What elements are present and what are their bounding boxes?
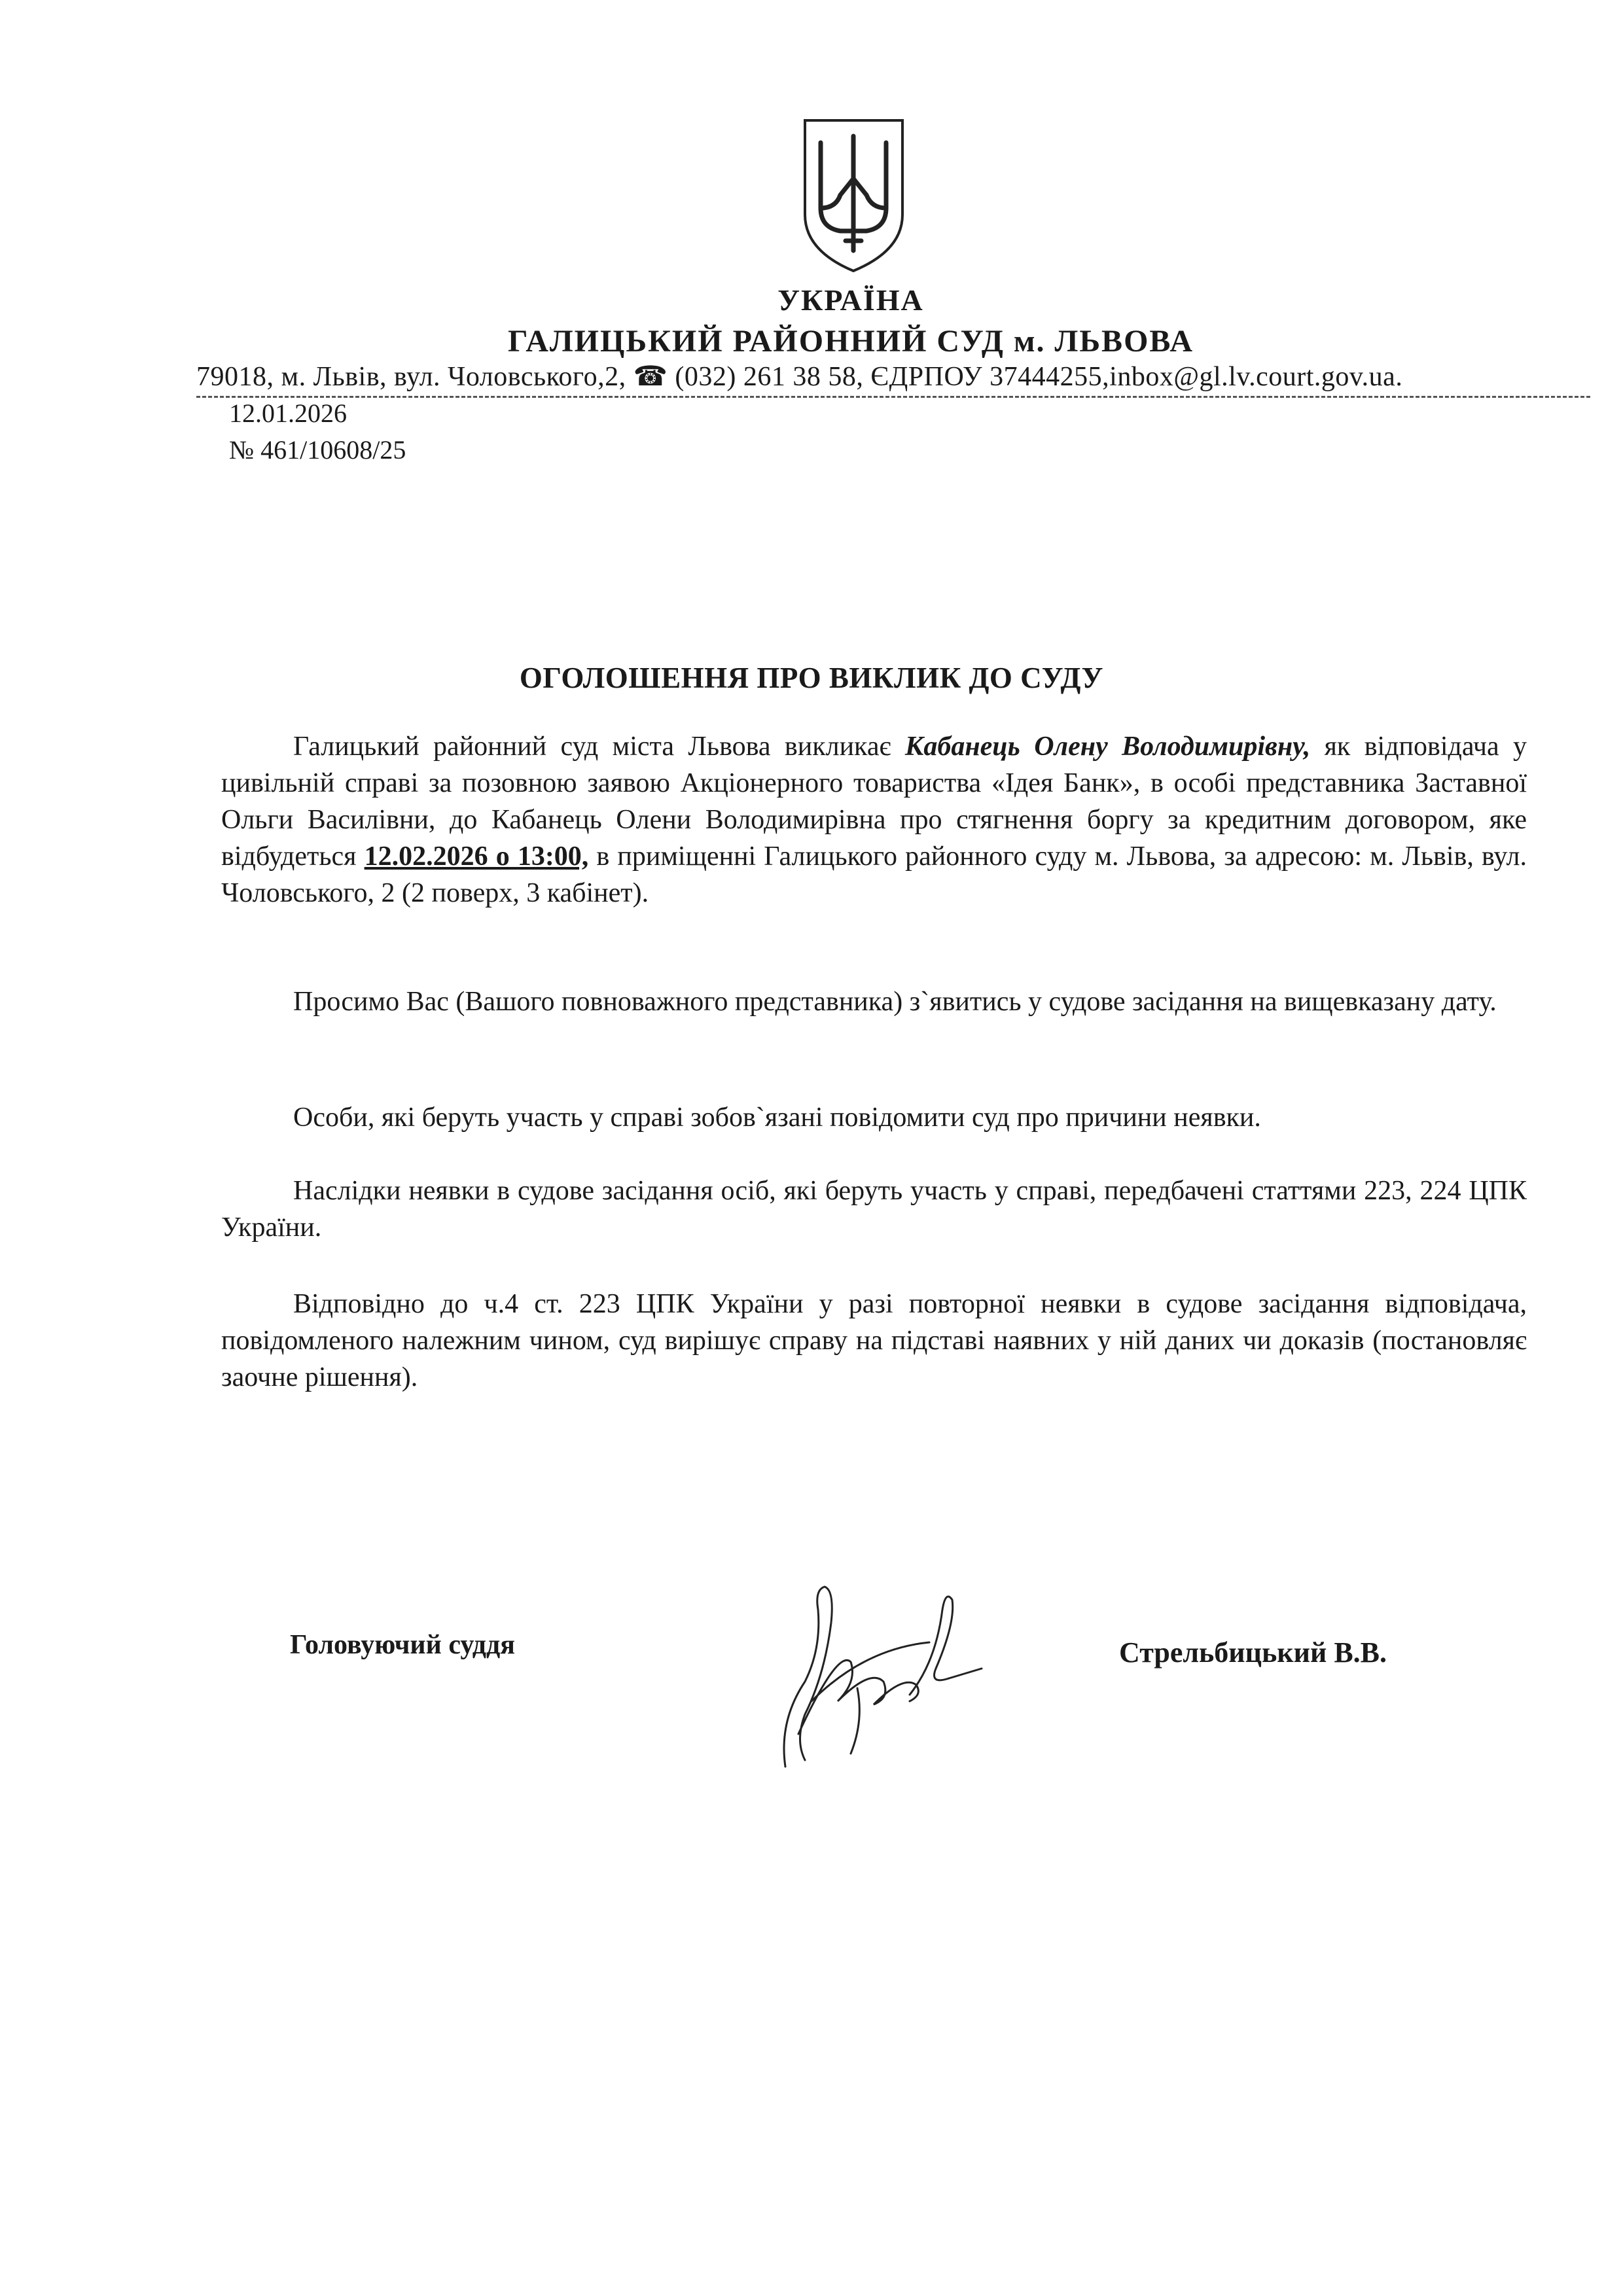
paragraph-consequences: Наслідки неявки в судове засідання осіб, які беруть участь у справі, передбачені статтями 223, 224 ЦПК України. — [221, 1176, 1527, 1243]
court-address-line: 79018, м. Львів, вул. Чоловського,2, ☎ (032) 261 38 58, ЄДРПОУ 37444255,inbox@gl.lv.court.gov.ua. — [196, 362, 1403, 392]
summons-text-start: Галицький районний суд міста Львова викликає — [293, 732, 905, 762]
hearing-datetime: 12.02.2026 о 13:00, — [364, 841, 589, 872]
summons-text-end: в приміщенні Галицького районного суду м. Львова, за адресою: м. Львів, вул. Чоловського, 2 (2 поверх, 3 кабінет). — [221, 841, 1527, 908]
paragraph-default-judgment: Відповідно до ч.4 ст. 223 ЦПК України у разі повторної неявки в судове засідання відповідача, повідомленого належним чином, суд вирішує справу на підставі наявних у ній даних чи доказів (постановляє заочне рішення). — [221, 1289, 1527, 1392]
document-date: 12.01.2026 — [229, 398, 347, 428]
country-heading: УКРАЇНА — [777, 283, 924, 317]
case-number: № 461/10608/25 — [229, 435, 406, 465]
summons-text-middle: як відповідача у цивільній справі за позовною заявою Акціонерного товариства «Ідея Банк», в особі представника Заставної Ольги Василівни, до Кабанець Олени Володимирівна про стягнення боргу за кредитним договором, яке відбудеться — [221, 732, 1527, 872]
header-divider — [196, 396, 1590, 398]
handwritten-signature-icon — [759, 1570, 995, 1793]
document-title: ОГОЛОШЕННЯ ПРО ВИКЛИК ДО СУДУ — [519, 662, 1104, 694]
defendant-name: Кабанець Олену Володимирівну, — [904, 732, 1311, 762]
ukraine-trident-emblem-icon — [800, 116, 908, 274]
paragraph-summons — [221, 728, 1527, 911]
signatory-name: Стрельбицький В.В. — [1119, 1636, 1387, 1669]
signatory-role: Головуючий суддя — [290, 1630, 515, 1660]
court-name-heading: ГАЛИЦЬКИЙ РАЙОННИЙ СУД м. ЛЬВОВА — [507, 324, 1194, 359]
paragraph-request-appearance: Просимо Вас (Вашого повноважного представника) з`явитись у судове засідання на вищевказану дату. — [293, 987, 1497, 1017]
paragraph-notify-absence: Особи, які беруть участь у справі зобов`язані повідомити суд про причини неявки. — [293, 1103, 1261, 1133]
